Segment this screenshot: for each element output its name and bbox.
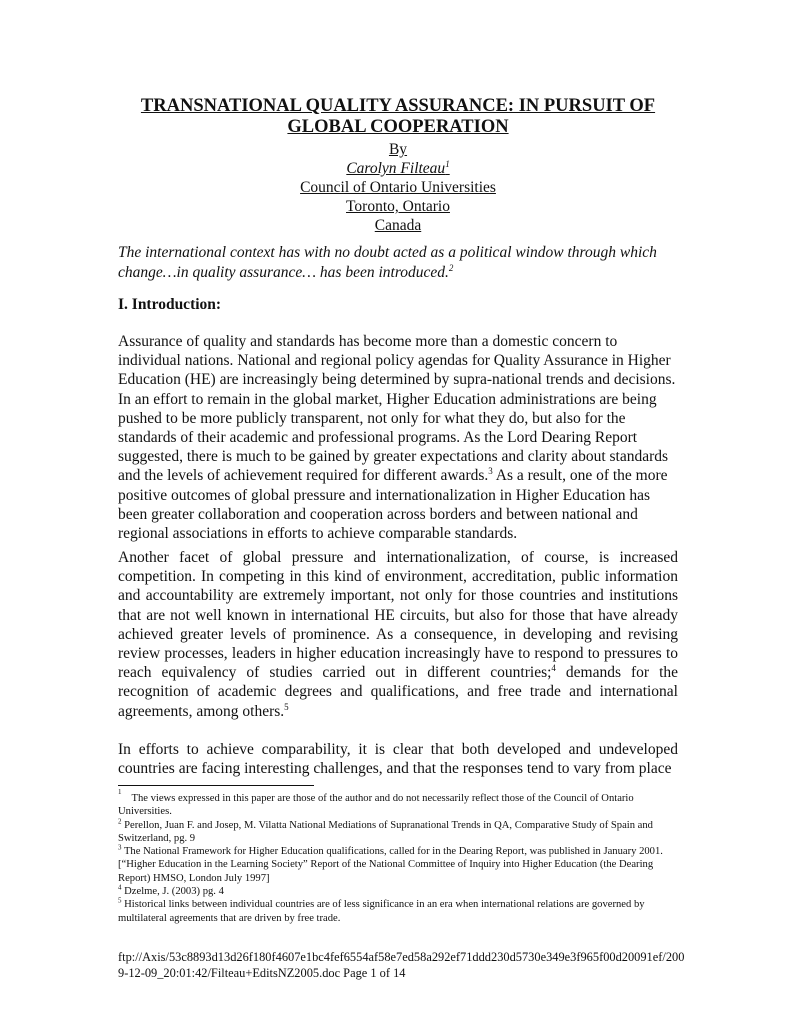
author-name: Carolyn Filteau (346, 160, 446, 177)
byline-by: By (388, 141, 408, 158)
paragraph-2-text-a: Another facet of global pressure and internationalization, of course, is increased competition. In competing in this kind of environment, accreditation, public information and accountability are extremely important, not only for those countries and institutions that are not well known in international HE circuits, but also for those that have already achieved greater levels of prominence. As a consequence, in developing and revising review processes, leaders in higher education increasingly have to respond to pressures to reach equivalency of studies carried out in different countries; (118, 549, 678, 682)
footnote-ref-3[interactable]: 3 (488, 466, 493, 477)
footnote-ref-1[interactable]: 1 (445, 158, 450, 169)
footnote-1-text: The views expressed in this paper are those of the author and do not necessarily reflect those of the Council of Ontario Universities. (118, 793, 634, 818)
byline (118, 140, 678, 235)
footnote-2 (118, 819, 683, 846)
author-line (118, 159, 678, 178)
author-organization: Council of Ontario Universities (300, 179, 496, 196)
footnote-3-text: The National Framework for Higher Education qualifications, called for in the Dearing Report, was published in January 2001. [“Higher Education in the Learning Society” Report of the National Committee of Inquiry into Higher Education (the Dearing Report) HMSO, London July 1997] (118, 846, 663, 884)
footnote-5-mark: 5 (118, 896, 122, 905)
author-city: Toronto, Ontario (346, 198, 450, 215)
paragraph-2 (118, 548, 678, 721)
footnote-3 (118, 845, 683, 885)
footnote-3-mark: 3 (118, 843, 122, 852)
document-title (118, 96, 678, 138)
epigraph (118, 243, 678, 283)
footnote-5 (118, 898, 683, 925)
title-text: TRANSNATIONAL QUALITY ASSURANCE: IN PURSUIT OF GLOBAL COOPERATION (140, 96, 656, 137)
paragraph-1-text-b: As a result, one of the more positive outcomes of global pressure and internationalization in Higher Education has been greater collaboration and cooperation across borders and between national and regional associations in efforts to achieve comparable standards. (118, 467, 668, 543)
footnote-2-mark: 2 (118, 817, 122, 826)
footnote-ref-2[interactable]: 2 (448, 262, 454, 273)
footnote-5-text: Historical links between individual countries are of less significance in an era when international relations are governed by multilateral agreements that are driven by free trade. (118, 899, 645, 924)
section-heading: I. Introduction: (118, 296, 222, 313)
paragraph-2-text-b: demands for the recognition of academic degrees and qualifications, and free trade and international agreements, among others. (118, 664, 679, 720)
author-country: Canada (374, 217, 422, 234)
page-footer: ftp://Axis/53c8893d13d26f180f4607e1bc4fef6554af58e7ed58a292ef71ddd230d5730e349e3f965f00d20091ef/2009-12-09_20:01:42/Filteau+EditsNZ2005.doc Page 1 of 14 (118, 950, 685, 980)
footnote-2-text: Perellon, Juan F. and Josep, M. Vilatta National Mediations of Supranational Trends in QA, Comparative Study of Spain and Switzerland, pg. 9 (118, 819, 653, 844)
footnotes (118, 788, 683, 925)
footnote-4-mark: 4 (118, 883, 122, 892)
footnote-4 (118, 885, 683, 898)
paragraph-3: In efforts to achieve comparability, it is clear that both developed and undeveloped countries are facing interesting challenges, and that the responses tend to vary from place (118, 741, 678, 778)
paragraph-1-text-a: Assurance of quality and standards has become more than a domestic concern to individual nations. National and regional policy agendas for Quality Assurance in Higher Education (HE) are increasingly being determined by supra-national trends and decisions. In an effort to remain in the global market, Higher Education administrations are being pushed to be more publicly transparent, not only for what they do, but also for the standards of their academic and professional programs. As the Lord Dearing Report suggested, there is much to be gained by greater expectations and clarity about standards and the levels of achievement required for different awards. (118, 333, 676, 485)
paragraph-1 (118, 332, 678, 543)
footnote-divider (118, 785, 314, 786)
footnote-ref-4[interactable]: 4 (551, 663, 556, 674)
epigraph-text: The international context has with no doubt acted as a political window through which change…in quality assurance… has been introduced. (118, 244, 657, 281)
footnote-1: $^1$The views expressed in this paper are those of the author and do not necessarily reflect those of the Council of Ontario Universities. (118, 788, 634, 818)
footnote-ref-5[interactable]: 5 (284, 701, 289, 712)
footnote-4-text: Dzelme, J. (2003) pg. 4 (121, 886, 224, 898)
